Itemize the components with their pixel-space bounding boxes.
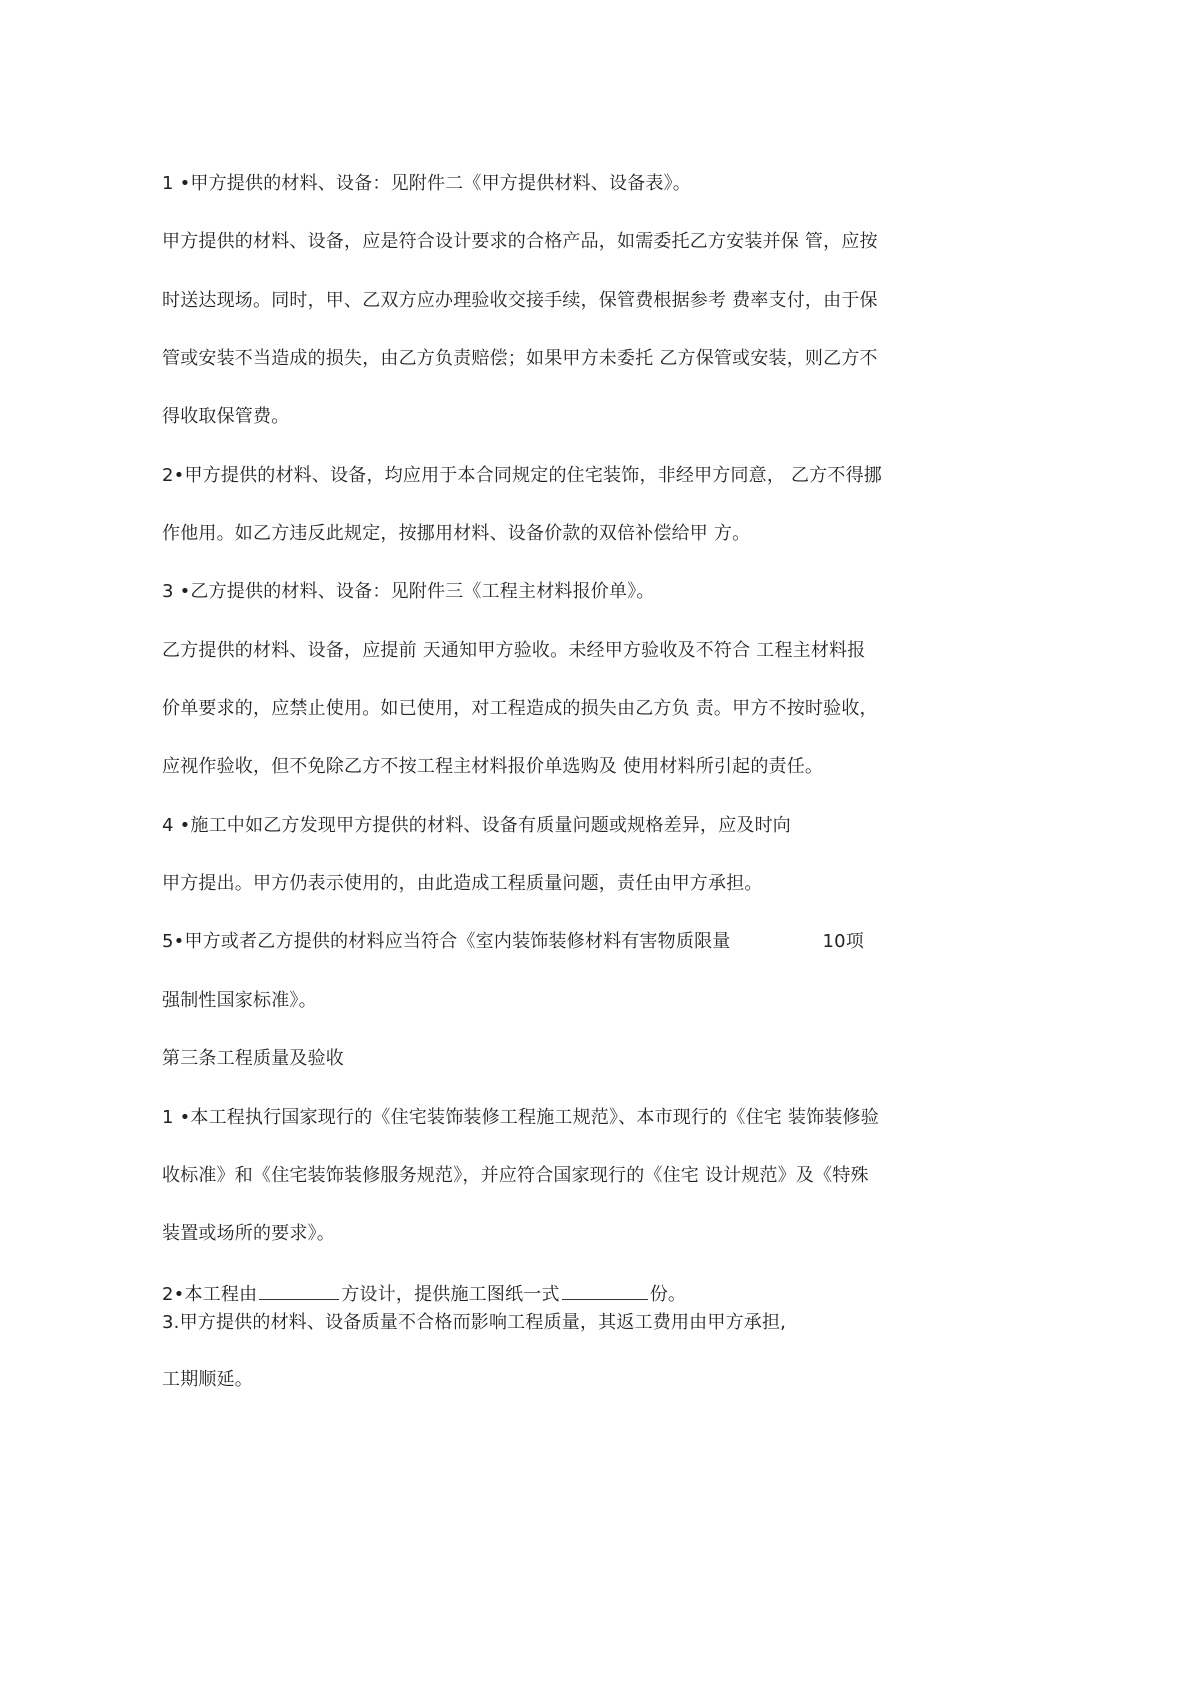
paragraph-line: 装置或场所的要求》。 <box>162 1223 335 1244</box>
clause-2-prefix: 2•本工程由 <box>162 1284 258 1305</box>
paragraph-line: 甲方提供的材料、设备，应是符合设计要求的合格产品，如需委托乙方安装并保 管，应按 <box>162 231 878 252</box>
clause-2-use-of-materials: 2•甲方提供的材料、设备，均应用于本合同规定的住宅装饰，非经甲方同意， 乙方不得挪 <box>162 465 882 486</box>
section-title: 第三条工程质量及验收 <box>162 1048 344 1069</box>
paragraph-line: 甲方提出。甲方仍表示使用的，由此造成工程质量问题，责任由甲方承担。 <box>162 873 763 894</box>
clause-5-item-count: 10项 <box>822 931 864 952</box>
paragraph-line: 管或安装不当造成的损失，由乙方负责赔偿；如果甲方未委托 乙方保管或安装，则乙方不 <box>162 348 878 369</box>
paragraph-line: 时送达现场。同时，甲、乙双方应办理验收交接手续，保管费根据参考 费率支付，由于保 <box>162 290 878 311</box>
paragraph-line: 应视作验收，但不免除乙方不按工程主材料报价单选购及 使用材料所引起的责任。 <box>162 756 824 777</box>
paragraph-line: 工期顺延。 <box>162 1369 253 1390</box>
clause-2-suffix: 份。 <box>649 1284 687 1305</box>
paragraph-line: 得收取保管费。 <box>162 406 290 427</box>
drawing-copies-blank[interactable] <box>562 1281 648 1300</box>
quality-clause-2 <box>162 1281 686 1307</box>
clause-4-quality-issues: 4 •施工中如乙方发现甲方提供的材料、设备有质量问题或规格差异，应及时向 <box>162 815 791 836</box>
clause-2-middle: 方设计，提供施工图纸一式 <box>341 1284 560 1305</box>
paragraph-line: 乙方提供的材料、设备，应提前 天通知甲方验收。未经甲方验收及不符合 工程主材料报 <box>162 640 866 661</box>
clause-5-hazardous-substance-limits <box>162 930 864 954</box>
clause-5-text: 5•甲方或者乙方提供的材料应当符合《室内装饰装修材料有害物质限量 <box>162 931 731 952</box>
paragraph-line: 收标准》和《住宅装饰装修服务规范》，并应符合国家现行的《住宅 设计规范》及《特殊 <box>162 1165 869 1186</box>
quality-clause-1: 1 •本工程执行国家现行的《住宅装饰装修工程施工规范》、本市现行的《住宅 装饰装修验 <box>162 1107 879 1128</box>
paragraph-line: 强制性国家标准》。 <box>162 990 317 1011</box>
clause-1-materials-by-party-a: 1 •甲方提供的材料、设备：见附件二《甲方提供材料、设备表》。 <box>162 173 691 194</box>
paragraph-line: 作他用。如乙方违反此规定，按挪用材料、设备价款的双倍补偿给甲 方。 <box>162 523 751 544</box>
quality-clause-3: 3.甲方提供的材料、设备质量不合格而影响工程质量，其返工费用由甲方承担, <box>162 1312 787 1333</box>
clause-3-materials-by-party-b: 3 •乙方提供的材料、设备：见附件三《工程主材料报价单》。 <box>162 581 655 602</box>
design-party-blank[interactable] <box>259 1281 339 1300</box>
paragraph-line: 价单要求的，应禁止使用。如已使用，对工程造成的损失由乙方负 责。甲方不按时验收， <box>162 698 878 719</box>
